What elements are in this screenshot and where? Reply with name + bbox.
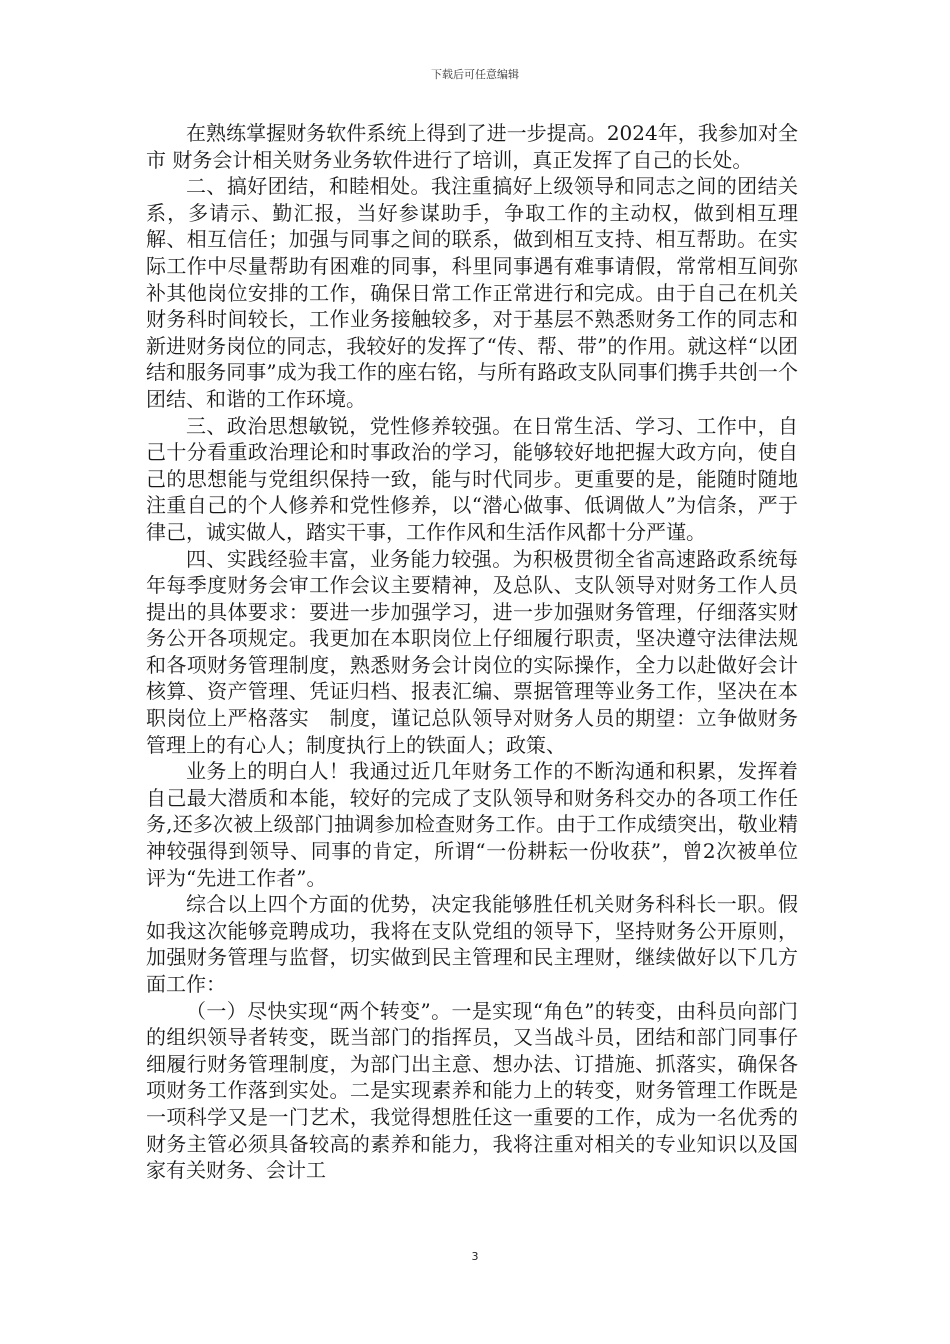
paragraph-6: 综合以上四个方面的优势，决定我能够胜任机关财务科科长一职。假如我这次能够竞聘成功，我将在支队党组的领导下，坚持财务公开原则，加强财务管理与监督，切实做到民主管理和民主理财，继续做好以下几方面工作：	[146, 892, 798, 996]
paragraph-7: （一）尽快实现“两个转变”。一是实现“角色”的转变，由科员向部门的组织领导者转变，既当部门的指挥员，又当战斗员，团结和部门同事仔细履行财务管理制度，为部门出主意、想办法、订措施、抓落实，确保各项财务工作落到实处。二是实现素养和能力上的转变，财务管理工作既是一项科学又是一门艺术，我觉得想胜任这一重要的工作，成为一名优秀的财务主管必须具备较高的素养和能力，我将注重对相关的专业知识以及国家有关财务、会计工	[146, 998, 798, 1183]
page-number: 3	[471, 1250, 479, 1263]
paragraph-4: 四、实践经验丰富，业务能力较强。为积极贯彻全省高速路政系统每年每季度财务会审工作会议主要精神，及总队、支队领导对财务工作人员提出的具体要求：要进一步加强学习，进一步加强财务管理，仔细落实财务公开各项规定。我更加在本职岗位上仔细履行职责，坚决遵守法律法规和各项财务管理制度，熟悉财务会计岗位的实际操作，全力以赴做好会计核算、资产管理、凭证归档、报表汇编、票据管理等业务工作，坚决在本职岗位上严格落实 制度，谨记总队领导对财务人员的期望：立争做财务管理上的有心人；制度执行上的铁面人；政策、	[146, 546, 798, 757]
paragraph-5: 业务上的明白人！我通过近几年财务工作的不断沟通和积累，发挥着自己最大潜质和本能，较好的完成了支队领导和财务科交办的各项工作任务,还多次被上级部门抽调参加检查财务工作。由于工作成绩突出，敬业精神较强得到领导、同事的肯定，所谓“一份耕耘一份收获”，曾2次被单位评为“先进工作者”。	[146, 759, 798, 890]
document-body	[146, 120, 798, 1184]
paragraph-1: 在熟练掌握财务软件系统上得到了进一步提高。2024年，我参加对全市 财务会计相关财务业务软件进行了培训，真正发挥了自己的长处。	[146, 121, 798, 172]
header-note: 下载后可任意编辑	[431, 68, 519, 81]
paragraph-3: 三、政治思想敏锐，党性修养较强。在日常生活、学习、工作中，自己十分看重政治理论和时事政治的学习，能够较好地把握大政方向，使自己的思想能与党组织保持一致，能与时代同步。更重要的是，能随时随地注重自己的个人修养和党性修养，以“潜心做事、低调做人”为信条，严于律己，诚实做人，踏实干事，工作作风和生活作风都十分严谨。	[146, 413, 798, 544]
paragraph-2: 二、搞好团结，和睦相处。我注重搞好上级领导和同志之间的团结关系，多请示、勤汇报，当好参谋助手，争取工作的主动权，做到相互理解、相互信任；加强与同事之间的联系，做到相互支持、相互帮助。在实际工作中尽量帮助有困难的同事，科里同事遇有难事请假，常常相互间弥补其他岗位安排的工作，确保日常工作正常进行和完成。由于自己在机关财务科时间较长，工作业务接触较多，对于基层不熟悉财务工作的同志和新进财务岗位的同志，我较好的发挥了“传、帮、带”的作用。就这样“以团结和服务同事”成为我工作的座右铭，与所有路政支队同事们携手共创一个团结、和谐的工作环境。	[146, 174, 798, 411]
